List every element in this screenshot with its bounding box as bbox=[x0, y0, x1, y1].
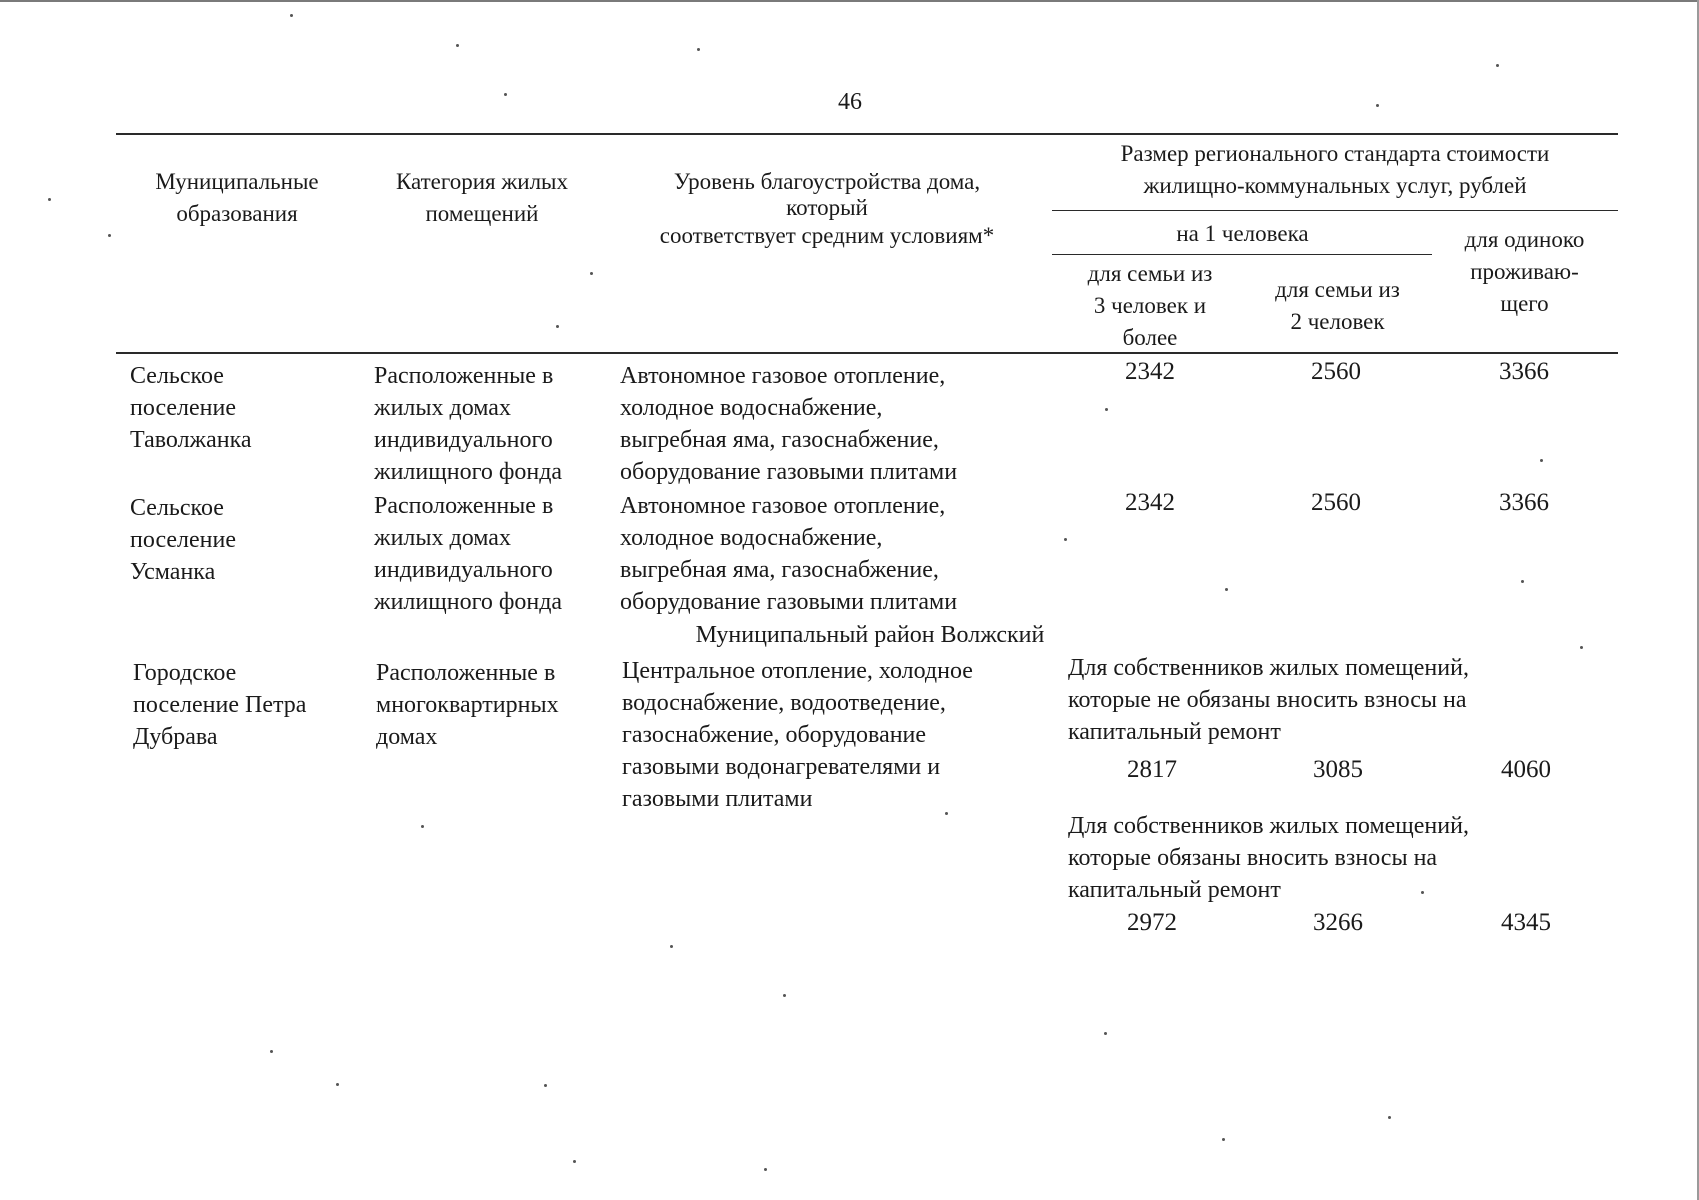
district-heading: Муниципальный район Волжский bbox=[695, 622, 1045, 648]
row3-note-capital-repair: Для собственников жилых помещений, которые обязаны вносить взносы на капитальный ремонт bbox=[1068, 813, 1469, 903]
scan-speck bbox=[1376, 104, 1379, 107]
row3b-value-single: 4345 bbox=[1501, 909, 1551, 936]
header-standard-size: Размер регионального стандарта стоимости жилищно-коммунальных услуг, рублей bbox=[1120, 141, 1550, 198]
scan-speck bbox=[670, 945, 673, 948]
scan-speck bbox=[556, 325, 559, 328]
row3b-value-family2: 3266 bbox=[1313, 909, 1363, 936]
scan-speck bbox=[1105, 408, 1108, 411]
scan-speck bbox=[764, 1168, 767, 1171]
row2-value-single: 3366 bbox=[1499, 489, 1549, 516]
row3-level: Центральное отопление, холодное водоснабжение, водоотведение, газоснабжение, оборудование газовыми водонагревателями и газовыми плитами bbox=[622, 658, 973, 812]
row2-value-family3: 2342 bbox=[1125, 489, 1175, 516]
row3b-value-family3: 2972 bbox=[1127, 909, 1177, 936]
scan-speck bbox=[1222, 1138, 1225, 1141]
scan-speck bbox=[1225, 588, 1228, 591]
scan-speck bbox=[590, 272, 593, 275]
row3-note-no-capital-repair: Для собственников жилых помещений, которые не обязаны вносить взносы на капитальный ремонт bbox=[1068, 655, 1469, 745]
row3a-value-single: 4060 bbox=[1501, 756, 1551, 783]
scan-speck bbox=[108, 234, 111, 237]
header-per-person: на 1 человека bbox=[1176, 221, 1309, 246]
scan-speck bbox=[421, 825, 424, 828]
row3a-value-family2: 3085 bbox=[1313, 756, 1363, 783]
row3-category: Расположенные в многоквартирных домах bbox=[376, 660, 559, 750]
table-top-rule bbox=[116, 133, 1618, 135]
scan-edge-top bbox=[0, 0, 1699, 2]
scan-speck bbox=[1064, 538, 1067, 541]
header-family3: для семьи из 3 человек и более bbox=[1087, 261, 1213, 350]
row2-municipality: Сельское поселение Усманка bbox=[130, 495, 237, 585]
row2-category: Расположенные в жилых домах индивидуального жилищного фонда bbox=[374, 493, 563, 615]
header-category: Категория жилых помещений bbox=[395, 169, 569, 226]
scan-speck bbox=[1580, 646, 1583, 649]
scan-speck bbox=[1421, 891, 1424, 894]
scan-speck bbox=[336, 1083, 339, 1086]
row1-level: Автономное газовое отопление, холодное водоснабжение, выгребная яма, газоснабжение, оборудование газовыми плитами bbox=[620, 363, 958, 485]
row3-municipality: Городское поселение Петра Дубрава bbox=[133, 660, 307, 750]
row1-category: Расположенные в жилых домах индивидуального жилищного фонда bbox=[374, 363, 563, 485]
row1-municipality: Сельское поселение Таволжанка bbox=[130, 363, 252, 453]
scan-speck bbox=[544, 1084, 547, 1087]
scan-speck bbox=[1521, 580, 1524, 583]
scan-speck bbox=[1540, 459, 1543, 462]
scan-speck bbox=[456, 44, 459, 47]
per-person-rule bbox=[1052, 254, 1432, 255]
row2-value-family2: 2560 bbox=[1311, 489, 1361, 516]
scan-speck bbox=[290, 14, 293, 17]
scan-speck bbox=[783, 994, 786, 997]
header-municipality: Муниципальные образования bbox=[155, 169, 319, 226]
page-number: 46 bbox=[838, 89, 862, 115]
scan-speck bbox=[270, 1050, 273, 1053]
row2-level: Автономное газовое отопление, холодное водоснабжение, выгребная яма, газоснабжение, оборудование газовыми плитами bbox=[620, 493, 958, 615]
scan-speck bbox=[504, 93, 507, 96]
row3a-value-family3: 2817 bbox=[1127, 756, 1177, 783]
header-level: Уровень благоустройства дома, который соответствует средним условиям* bbox=[659, 169, 995, 248]
row1-value-family3: 2342 bbox=[1125, 358, 1175, 385]
row1-value-family2: 2560 bbox=[1311, 358, 1361, 385]
scan-speck bbox=[1496, 64, 1499, 67]
header-bottom-rule bbox=[116, 352, 1618, 354]
scan-speck bbox=[697, 48, 700, 51]
row1-value-single: 3366 bbox=[1499, 358, 1549, 385]
scan-speck bbox=[48, 198, 51, 201]
header-family2: для семьи из 2 человек bbox=[1275, 277, 1400, 334]
header-sub-rule bbox=[1052, 210, 1618, 211]
scan-speck bbox=[573, 1160, 576, 1163]
scan-speck bbox=[1104, 1032, 1107, 1035]
scan-speck bbox=[945, 812, 948, 815]
scan-speck bbox=[1388, 1116, 1391, 1119]
header-single: для одиноко проживаю- щего bbox=[1464, 227, 1585, 316]
